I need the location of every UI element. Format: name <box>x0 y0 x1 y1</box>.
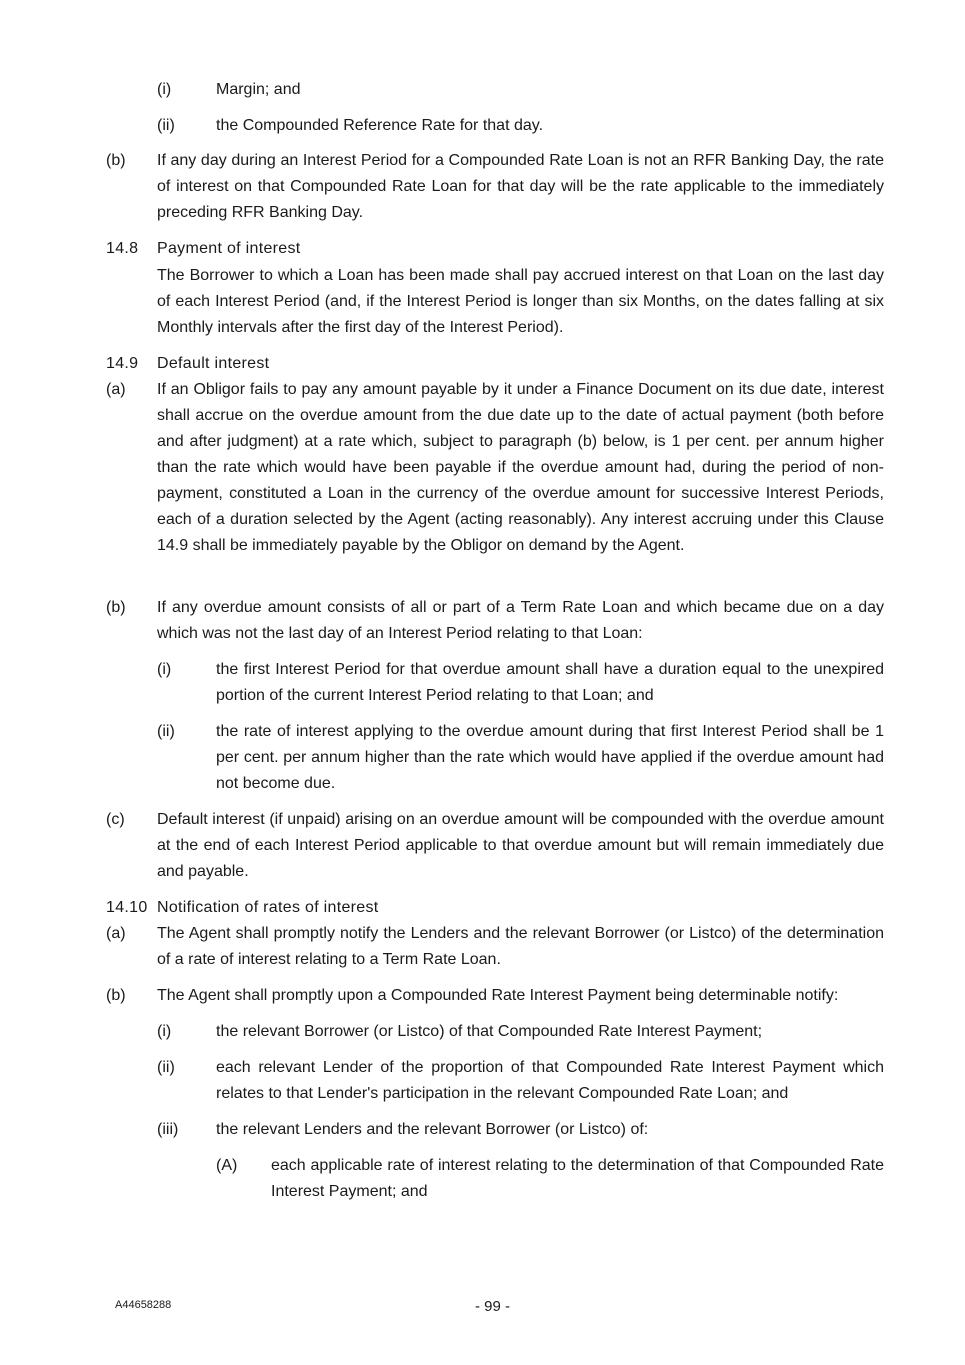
paragraph-text: each relevant Lender of the proportion of that Compounded Rate Interest Payment which relates to that Lender's participation in the relevant Compounded Rate Loan; and <box>216 1059 884 1102</box>
paragraph-number: (i) <box>157 661 172 678</box>
paragraph-number: (ii) <box>157 1059 175 1076</box>
paragraph-number: (c) <box>106 811 125 828</box>
paragraph-text: The Agent shall promptly upon a Compounded Rate Interest Payment being determinable notify: <box>157 987 839 1004</box>
paragraph-number: (a) <box>106 925 126 942</box>
paragraph-number: (ii) <box>157 723 175 740</box>
paragraph-text: Margin; and <box>216 81 301 98</box>
paragraph-number: (ii) <box>157 117 175 134</box>
paragraph-text: If any overdue amount consists of all or part of a Term Rate Loan and which became due on a day which was not the last day of an Interest Period relating to that Loan: <box>157 599 884 642</box>
paragraph-text: The Borrower to which a Loan has been made shall pay accrued interest on that Loan on the last day of each Interest Period (and, if the Interest Period is longer than six Months, on the dates falling at six Monthly intervals after the first day of the Interest Period). <box>157 267 884 336</box>
section-title: Default interest <box>157 355 270 372</box>
paragraph-number: (iii) <box>157 1121 179 1138</box>
section-title: Payment of interest <box>157 240 301 257</box>
paragraph-number: (i) <box>157 81 172 98</box>
paragraph-text: If an Obligor fails to pay any amount payable by it under a Finance Document on its due date, interest shall accrue on the overdue amount from the due date up to the date of actual payment (both before and after judgment) at a rate which, subject to paragraph (b) below, is 1 per cent. per annum higher than the rate which would have been payable if the overdue amount had, during the period of non-payment, constituted a Loan in the currency of the overdue amount for successive Interest Periods, each of a duration selected by the Agent (acting reasonably). Any interest accruing under this Clause 14.9 shall be immediately payable by the Obligor on demand by the Agent. <box>157 381 884 554</box>
paragraph-text: the Compounded Reference Rate for that day. <box>216 117 544 134</box>
paragraph-number: (b) <box>106 152 126 169</box>
paragraph-number: (b) <box>106 987 126 1004</box>
section-number: 14.8 <box>106 240 139 257</box>
document-id: A44658288 <box>115 1299 172 1311</box>
paragraph-text: the first Interest Period for that overdue amount shall have a duration equal to the unexpired portion of the current Interest Period relating to that Loan; and <box>216 661 884 704</box>
paragraph-text: If any day during an Interest Period for a Compounded Rate Loan is not an RFR Banking Day, the rate of interest on that Compounded Rate Loan for that day will be the rate applicable to the immediately preceding RFR Banking Day. <box>157 152 884 221</box>
paragraph-number: (A) <box>216 1157 238 1174</box>
paragraph-number: (a) <box>106 381 126 398</box>
paragraph-text: Default interest (if unpaid) arising on an overdue amount will be compounded with the overdue amount at the end of each Interest Period applicable to that overdue amount but will remain immediately due and payable. <box>157 811 884 880</box>
page-number: - 99 - <box>475 1298 511 1315</box>
paragraph-number: (i) <box>157 1023 172 1040</box>
paragraph-text: each applicable rate of interest relating to the determination of that Compounded Rate Interest Payment; and <box>271 1157 884 1200</box>
paragraph-text: The Agent shall promptly notify the Lenders and the relevant Borrower (or Listco) of the determination of a rate of interest relating to a Term Rate Loan. <box>157 925 884 968</box>
paragraph-text: the relevant Lenders and the relevant Borrower (or Listco) of: <box>216 1121 649 1138</box>
paragraph-number: (b) <box>106 599 126 616</box>
section-number: 14.10 <box>106 899 148 916</box>
paragraph-text: the rate of interest applying to the overdue amount during that first Interest Period shall be 1 per cent. per annum higher than the rate which would have applied if the overdue amount had not become due. <box>216 723 884 792</box>
paragraph-text: the relevant Borrower (or Listco) of that Compounded Rate Interest Payment; <box>216 1023 763 1040</box>
section-number: 14.9 <box>106 355 139 372</box>
section-title: Notification of rates of interest <box>157 899 379 916</box>
